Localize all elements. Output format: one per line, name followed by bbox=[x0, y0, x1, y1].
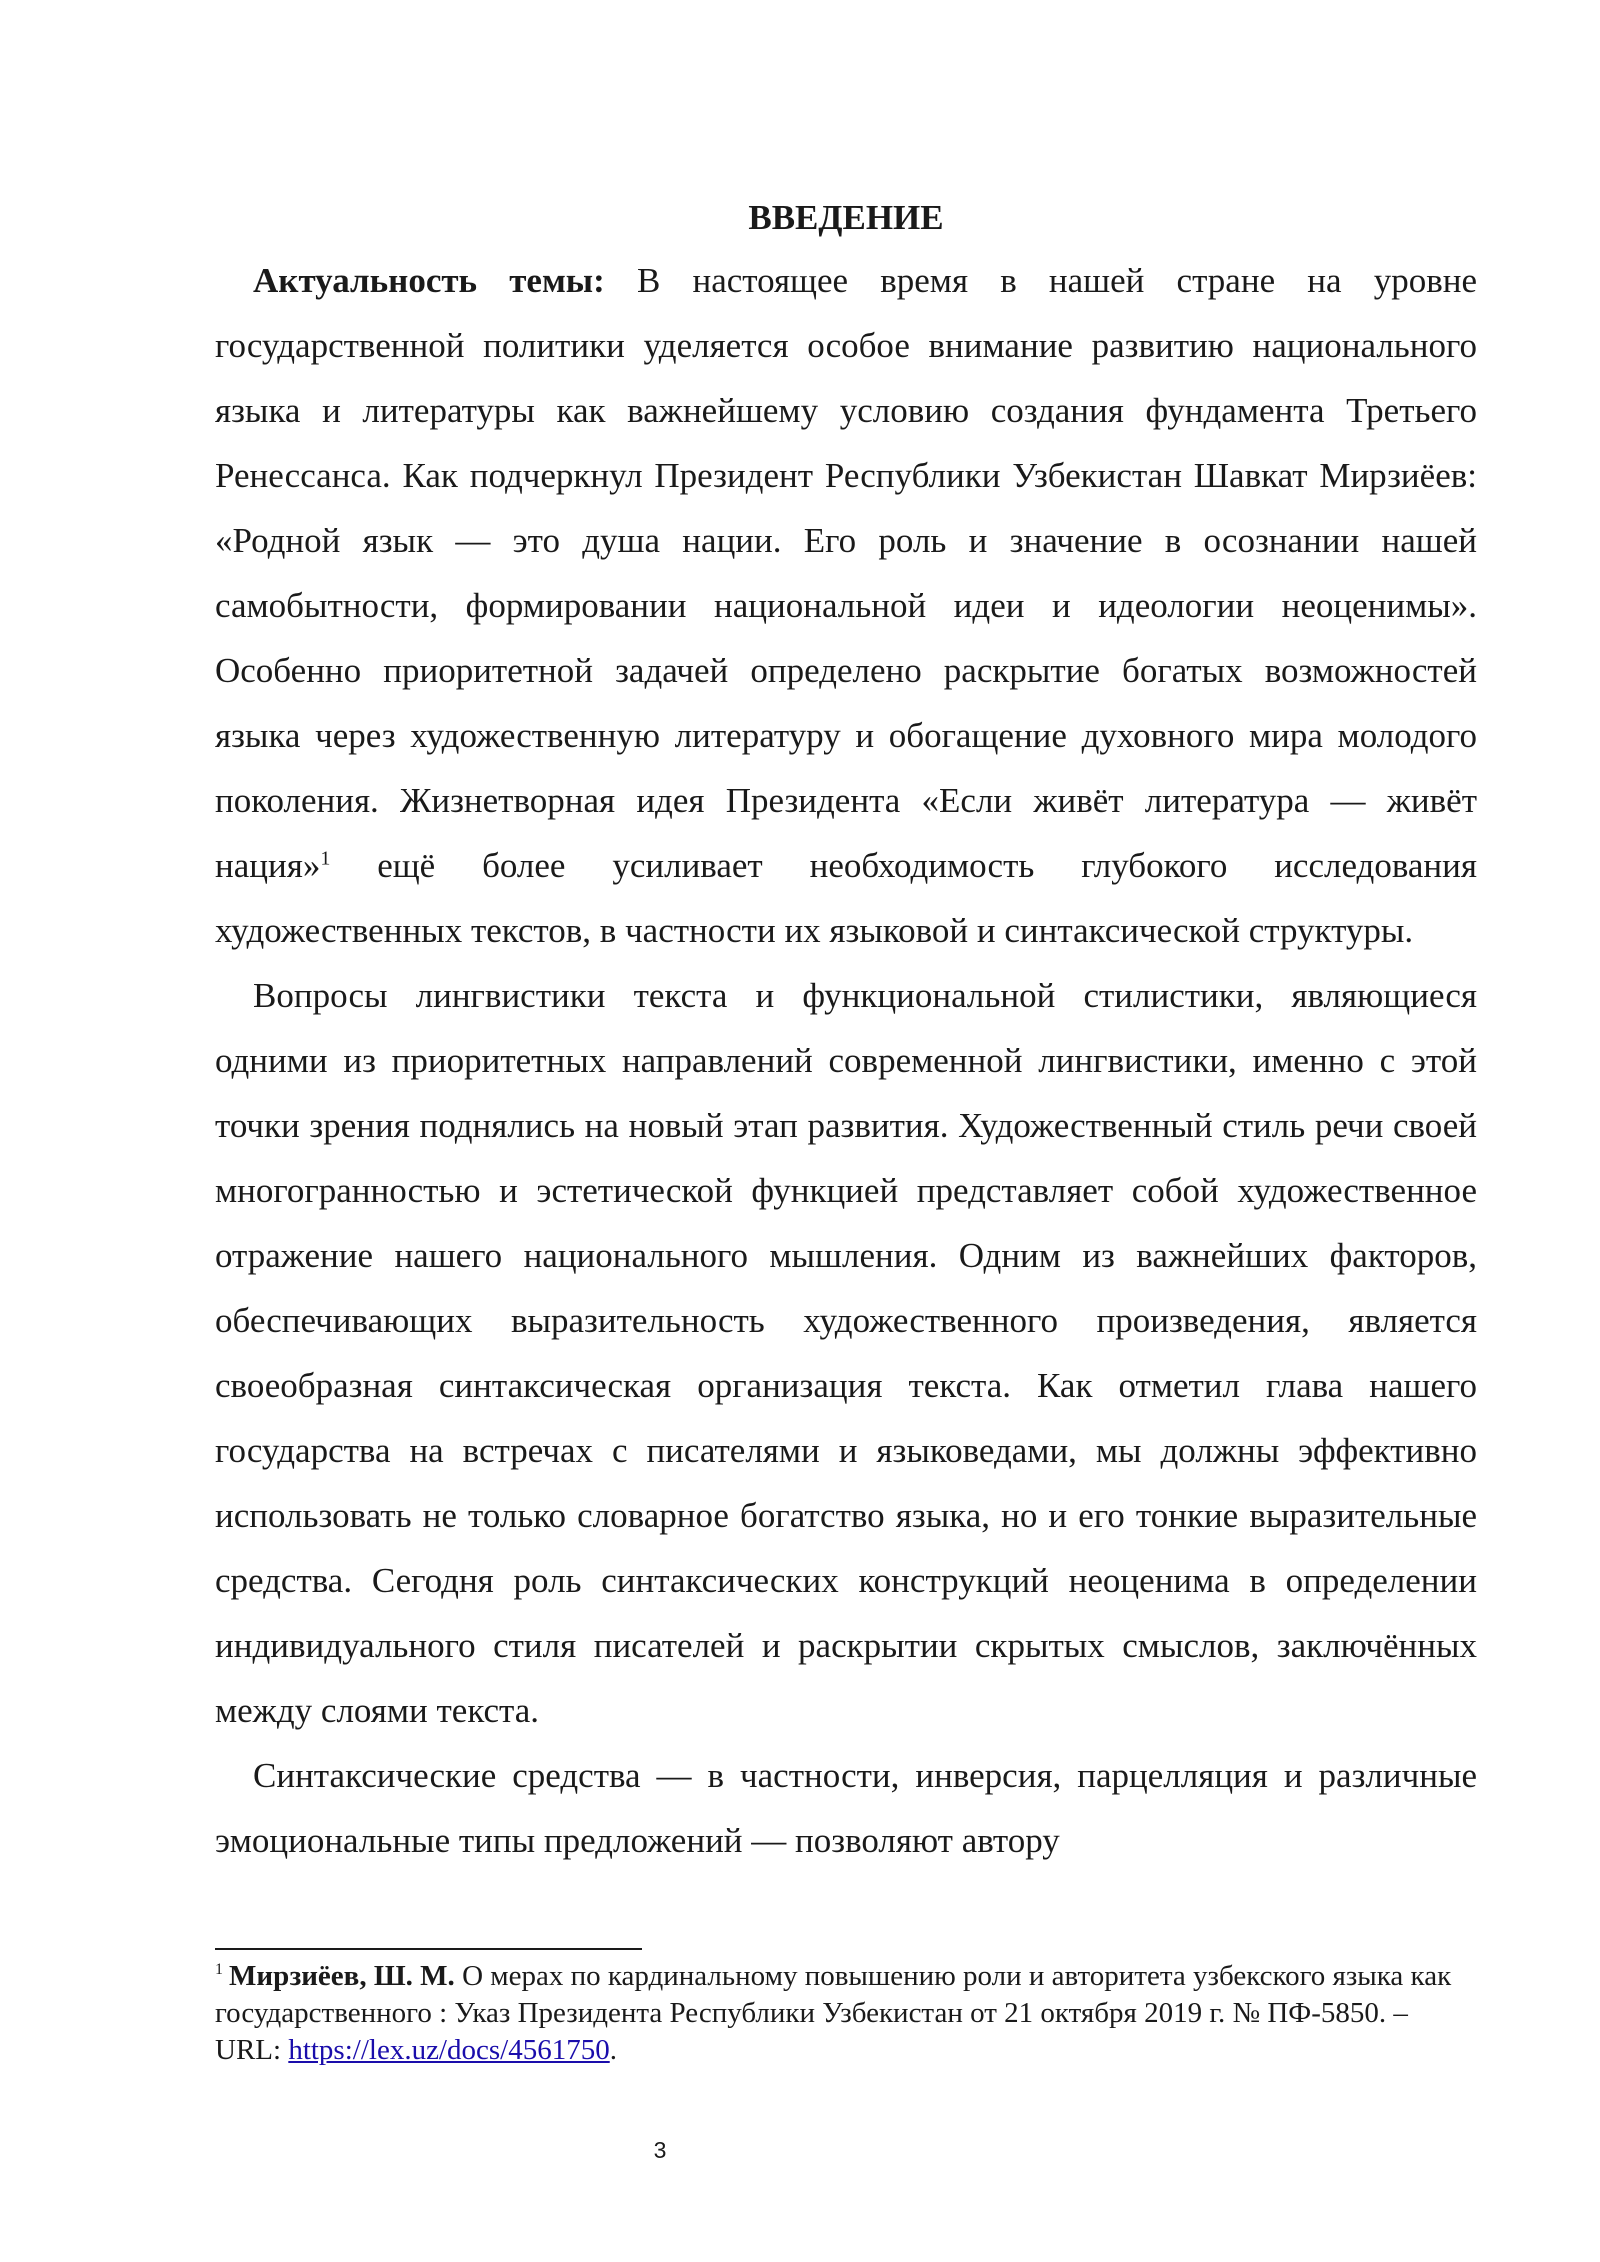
footnote-author: Мирзиёев, Ш. М. bbox=[229, 1960, 455, 1992]
relevance-lead: Актуальность темы: bbox=[253, 261, 605, 300]
footnote-link[interactable]: https://lex.uz/docs/4561750 bbox=[288, 2034, 610, 2066]
footnote-separator bbox=[215, 1948, 642, 1950]
footnote-mark: 1 bbox=[215, 1961, 223, 1979]
footnote-end: . bbox=[609, 2034, 617, 2066]
paragraph-text: ещё более усиливает необходимость глубокого исследования художественных текстов, в частности их языковой и синтаксической структуры. bbox=[215, 846, 1477, 950]
footnote-text: О мерах по кардинальному повышению роли и авторитета узбекского языка как государственного : Указ Президента Республики Узбекистан от 21 октября 2019 г. № ПФ-5850. – URL: bbox=[215, 1960, 1452, 2066]
paragraph-relevance bbox=[215, 248, 1477, 963]
paragraph-text: В настоящее время в нашей стране на уровне государственной политики уделяется особое внимание развитию национального языка и литературы как важнейшему условию создания фундамента Третьего Ренессанса. Как подчеркнул Президент Республики Узбекистан Шавкат Мирзиёев: «Родной язык — это душа нации. Его роль и значение в осознании нашей самобытности, формировании национальной идеи и идеологии неоценимы». Особенно приоритетной задачей определено раскрытие богатых возможностей языка через художественную литературу и обогащение духовного мира молодого поколения. Жизнетворная идея Президента «Если живёт литература — живёт нация» bbox=[215, 261, 1478, 885]
footnote bbox=[215, 1958, 1477, 2069]
section-heading: ВВЕДЕНИЕ bbox=[748, 198, 944, 237]
page-body bbox=[215, 188, 1477, 1873]
paragraph-linguistics: Вопросы лингвистики текста и функциональной стилистики, являющиеся одними из приоритетных направлений современной лингвистики, именно с этой точки зрения поднялись на новый этап развития. Художественный стиль речи своей многогранностью и эстетической функцией представляет собой художественное отражение нашего национального мышления. Одним из важнейших факторов, обеспечивающих выразительность художественного произведения, является своеобразная синтаксическая организация текста. Как отметил глава нашего государства на встречах с писателями и языковедами, мы должны эффективно использовать не только словарное богатство языка, но и его тонкие выразительные средства. Сегодня роль синтаксических конструкций неоценима в определении индивидуального стиля писателей и раскрытии скрытых смыслов, заключённых между слоями текста. bbox=[215, 976, 1477, 1730]
paragraph-syntax: Синтаксические средства — в частности, инверсия, парцелляция и различные эмоциональные типы предложений — позволяют автору bbox=[215, 1756, 1477, 1860]
footnote-reference[interactable]: 1 bbox=[320, 847, 331, 870]
page-number: 3 bbox=[653, 2137, 667, 2163]
